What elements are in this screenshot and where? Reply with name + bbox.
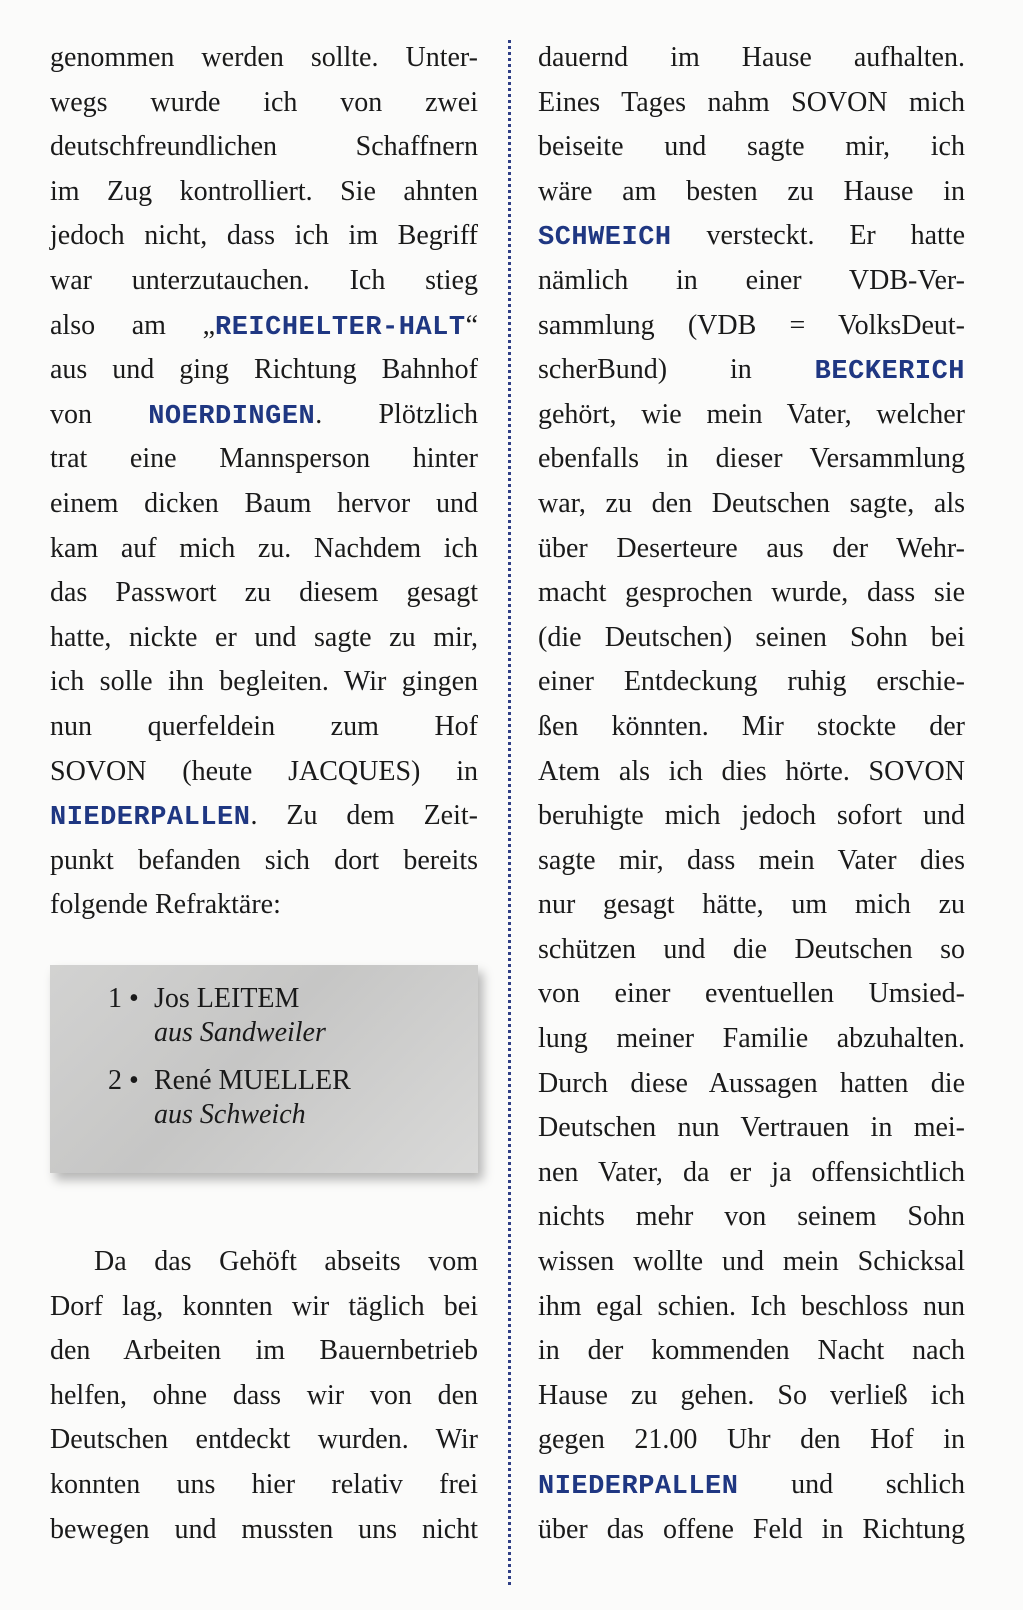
text-fragment: ebenfalls in dieser Versammlung (538, 443, 965, 475)
text-line: helfen, ohne dass wir von den (50, 1379, 478, 1411)
text-line (50, 794, 478, 839)
entry-number: 2 • (108, 1065, 139, 1096)
text-fragment: Durch diese Aussagen hatten die (538, 1067, 965, 1099)
text-line (50, 348, 478, 393)
text-fragment: nen Vater, da er ja offensichtlich (538, 1156, 965, 1188)
text-line (538, 1463, 965, 1508)
text-line: Dorf lag, konnten wir täglich bei (50, 1290, 478, 1322)
text-fragment: in der kommenden Nacht nach (538, 1335, 965, 1367)
text-fragment: Hause zu gehen. So verließ ich (538, 1379, 965, 1411)
text-line (50, 527, 478, 572)
text-line (538, 1062, 965, 1107)
text-line (50, 36, 478, 81)
text-fragment: dauernd im Hause aufhalten. (538, 42, 965, 73)
text-fragment: und schlich (738, 1469, 965, 1500)
text-line (538, 125, 965, 170)
text-line (538, 304, 965, 349)
text-fragment: Atem als ich dies hörte. SOVON (538, 755, 965, 787)
entry-origin: aus Sandweiler (154, 1017, 326, 1048)
text-line (538, 972, 965, 1017)
text-line (50, 81, 478, 126)
text-line (538, 1374, 965, 1419)
text-fragment: macht gesprochen wurde, dass sie (538, 577, 965, 609)
text-fragment: ihm egal schien. Ich beschloss nun (538, 1290, 965, 1322)
text-line (50, 482, 478, 527)
text-fragment: jedoch nicht, dass ich im Begriff (50, 220, 478, 252)
text-line (538, 928, 965, 973)
text-fragment: gehört, wie mein Vater, welcher (538, 398, 965, 430)
entry-name: René MUELLER (154, 1065, 351, 1096)
text-fragment: (die Deutschen) seinen Sohn bei (538, 621, 965, 653)
text-line (50, 660, 478, 705)
text-line (538, 660, 965, 705)
text-line (50, 839, 478, 884)
place-keyword: REICHELTER-HALT (215, 312, 466, 343)
text-line (50, 883, 478, 928)
text-line (538, 1017, 965, 1062)
text-line (538, 616, 965, 661)
text-line (538, 750, 965, 795)
text-line (50, 571, 478, 616)
place-keyword: NIEDERPALLEN (538, 1472, 739, 1502)
left-column-bottom (50, 1240, 478, 1552)
refractaires-box (50, 965, 478, 1173)
text-fragment: versteckt. Er hatte (671, 220, 965, 252)
text-fragment: nun querfeldein zum Hof (50, 710, 478, 742)
text-line (538, 1508, 965, 1553)
place-keyword: SCHWEICH (538, 223, 672, 254)
text-fragment: von (50, 398, 149, 430)
text-line (538, 259, 965, 304)
text-fragment: deutschfreundlichen Schaffnern (50, 131, 478, 163)
text-fragment: folgende Refraktäre: (50, 889, 281, 921)
text-line (538, 1151, 965, 1196)
text-line (50, 170, 478, 215)
text-line (538, 36, 965, 81)
text-line (50, 437, 478, 482)
text-line (538, 571, 965, 616)
text-line (50, 304, 478, 349)
text-line (538, 81, 965, 126)
text-line (538, 1285, 965, 1330)
text-fragment: wegs wurde ich von zwei (50, 86, 478, 118)
text-line (50, 750, 478, 795)
text-line (538, 348, 965, 393)
text-fragment: genommen werden sollte. Unter- (50, 42, 478, 73)
text-fragment: nämlich in einer VDB-Ver- (538, 264, 965, 296)
refractaire-entry (108, 1065, 351, 1131)
entry-name: Jos LEITEM (154, 983, 300, 1014)
text-line (538, 393, 965, 438)
text-fragment: aus und ging Richtung Bahnhof (50, 354, 478, 386)
text-fragment: ich solle ihn begleiten. Wir gingen (50, 666, 478, 698)
text-fragment: im Zug kontrolliert. Sie ahnten (50, 175, 478, 207)
text-fragment: beruhigte mich jedoch sofort und (538, 800, 965, 832)
text-fragment: ßen könnten. Mir stockte der (538, 710, 965, 742)
text-line (538, 527, 965, 572)
text-fragment: punkt befanden sich dort bereits (50, 844, 478, 876)
text-fragment: nichts mehr von seinem Sohn (538, 1201, 965, 1233)
entry-origin: aus Schweich (154, 1099, 306, 1130)
refractaire-entry (108, 983, 326, 1049)
text-fragment: schützen und die Deutschen so (538, 933, 965, 965)
text-line (538, 1240, 965, 1285)
text-line (538, 214, 965, 259)
entry-number: 1 • (108, 983, 139, 1014)
text-fragment: scherBund) in (538, 354, 815, 386)
text-line (50, 393, 478, 438)
text-line (538, 839, 965, 884)
text-line: Da das Gehöft abseits vom (94, 1246, 478, 1277)
text-line (538, 794, 965, 839)
text-line: konnten uns hier relativ frei (50, 1468, 478, 1500)
text-fragment: nur gesagt hätte, um mich zu (538, 889, 965, 921)
text-fragment: wäre am besten zu Hause in (538, 175, 965, 207)
left-column-top (50, 36, 478, 928)
text-fragment: das Passwort zu diesem gesagt (50, 577, 478, 609)
text-fragment: . Zu dem Zeit- (250, 800, 478, 832)
text-line (538, 437, 965, 482)
text-fragment: über Deserteure aus der Wehr- (538, 532, 965, 564)
text-fragment: trat eine Mannsperson hinter (50, 443, 478, 475)
text-fragment: war, zu den Deutschen sagte, als (538, 487, 965, 519)
text-line (50, 705, 478, 750)
text-line (538, 1106, 965, 1151)
text-fragment: SOVON (heute JACQUES) in (50, 755, 478, 787)
text-line (538, 482, 965, 527)
text-line (538, 170, 965, 215)
text-line (538, 1329, 965, 1374)
text-line (538, 1195, 965, 1240)
text-fragment: sammlung (VDB = VolksDeut- (538, 309, 965, 341)
text-fragment: einem dicken Baum hervor und (50, 487, 478, 519)
text-fragment: hatte, nickte er und sagte zu mir, (50, 621, 478, 653)
text-fragment: sagte mir, dass mein Vater dies (538, 844, 965, 876)
text-fragment: . Plötzlich (315, 398, 479, 430)
text-line (50, 214, 478, 259)
text-fragment: wissen wollte und mein Schicksal (538, 1246, 965, 1278)
right-column (538, 36, 965, 1552)
text-fragment: beiseite und sagte mir, ich (538, 131, 965, 163)
text-fragment: war unterzutauchen. Ich stieg (50, 264, 478, 296)
text-line (50, 259, 478, 304)
text-fragment: lung meiner Familie abzuhalten. (538, 1023, 965, 1055)
text-line (538, 883, 965, 928)
text-fragment: kam auf mich zu. Nachdem ich (50, 532, 478, 564)
text-line: den Arbeiten im Bauernbetrieb (50, 1335, 478, 1367)
text-fragment: gegen 21.00 Uhr den Hof in (538, 1424, 965, 1456)
text-fragment: Deutschen nun Vertrauen in mei- (538, 1112, 965, 1144)
text-fragment: also am „ (50, 309, 216, 341)
place-keyword: NIEDERPALLEN (50, 803, 251, 834)
text-line (538, 705, 965, 750)
text-line (50, 125, 478, 170)
text-fragment: Eines Tages nahm SOVON mich (538, 86, 965, 118)
text-line (538, 1418, 965, 1463)
text-line: bewegen und mussten uns nicht (50, 1513, 478, 1545)
place-keyword: BECKERICH (814, 357, 965, 388)
text-fragment: von einer eventuellen Umsied- (538, 978, 965, 1010)
text-fragment: “ (465, 309, 478, 341)
text-line: Deutschen entdeckt wurden. Wir (50, 1424, 478, 1456)
column-divider (508, 40, 511, 1585)
text-fragment: über das offene Feld in Richtung (538, 1513, 965, 1545)
text-fragment: einer Entdeckung ruhig erschie- (538, 666, 965, 698)
text-line (50, 616, 478, 661)
place-keyword: NOERDINGEN (148, 401, 316, 432)
